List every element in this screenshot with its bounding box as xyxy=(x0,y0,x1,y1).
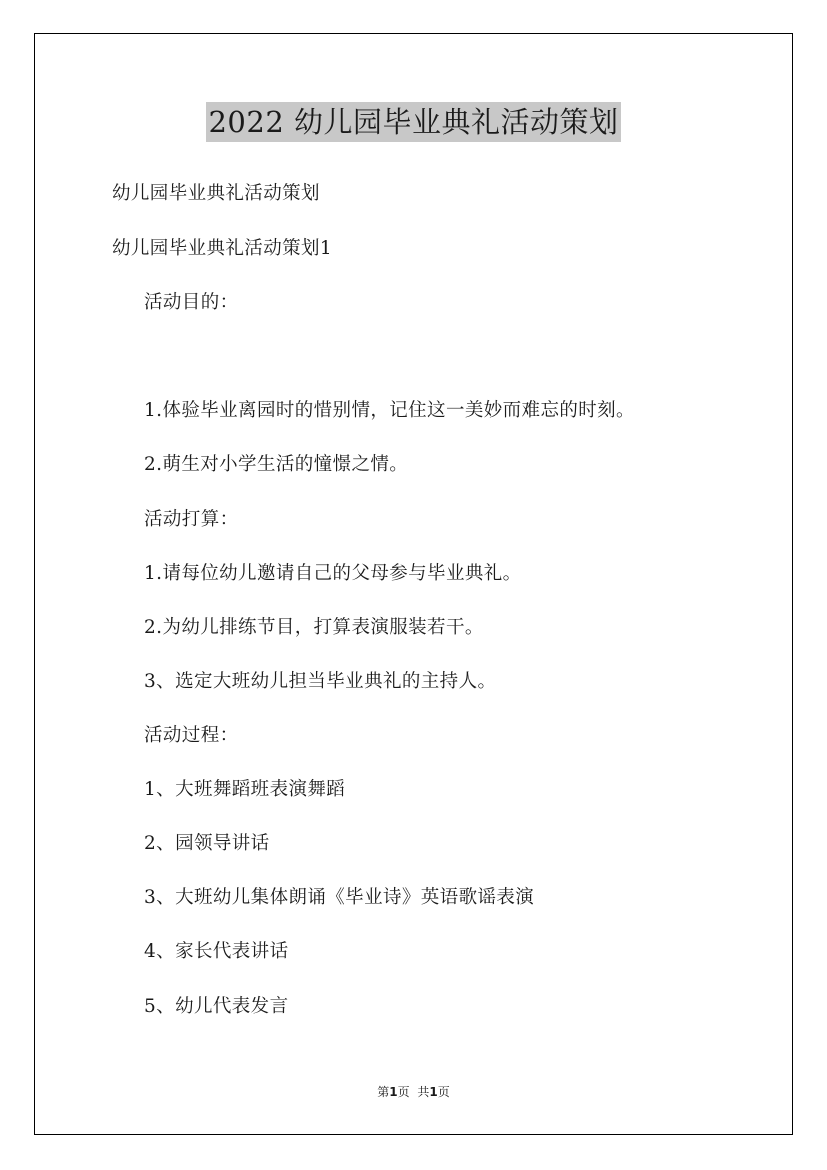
document-title: 2022 幼儿园毕业典礼活动策划 xyxy=(206,102,620,142)
footer-total-number: 1 xyxy=(429,1085,438,1099)
paragraph-line: 3、大班幼儿集体朗诵《毕业诗》英语歌谣表演 xyxy=(144,887,535,908)
paragraph-line: 1.体验毕业离园时的惜别情，记住这一美妙而难忘的时刻。 xyxy=(144,400,635,421)
footer-page-prefix: 第 xyxy=(377,1085,390,1099)
footer-page-suffix: 页 xyxy=(397,1085,410,1099)
paragraph-line: 3、选定大班幼儿担当毕业典礼的主持人。 xyxy=(144,671,497,692)
footer-page-number: 1 xyxy=(389,1085,398,1099)
paragraph-line: 2.为幼儿排练节目，打算表演服装若干。 xyxy=(144,617,484,638)
paragraph-heading-process: 活动过程： xyxy=(144,725,239,746)
document-title-container xyxy=(0,102,827,142)
paragraph-heading-purpose: 活动目的： xyxy=(144,292,239,313)
paragraph-heading-preparation: 活动打算： xyxy=(144,509,239,530)
paragraph-line: 1.请每位幼儿邀请自己的父母参与毕业典礼。 xyxy=(144,563,522,584)
paragraph-line: 2.萌生对小学生活的憧憬之情。 xyxy=(144,454,409,475)
section-heading: 幼儿园毕业典礼活动策划1 xyxy=(112,238,333,259)
paragraph-line: 4、家长代表讲话 xyxy=(144,941,289,962)
subtitle-line: 幼儿园毕业典礼活动策划 xyxy=(112,183,320,204)
paragraph-line: 1、大班舞蹈班表演舞蹈 xyxy=(144,779,346,800)
paragraph-line: 5、幼儿代表发言 xyxy=(144,996,289,1017)
page-footer xyxy=(0,1084,827,1100)
footer-total-suffix: 页 xyxy=(437,1085,450,1099)
footer-total-prefix: 共 xyxy=(417,1085,430,1099)
paragraph-line: 2、园领导讲话 xyxy=(144,833,270,854)
